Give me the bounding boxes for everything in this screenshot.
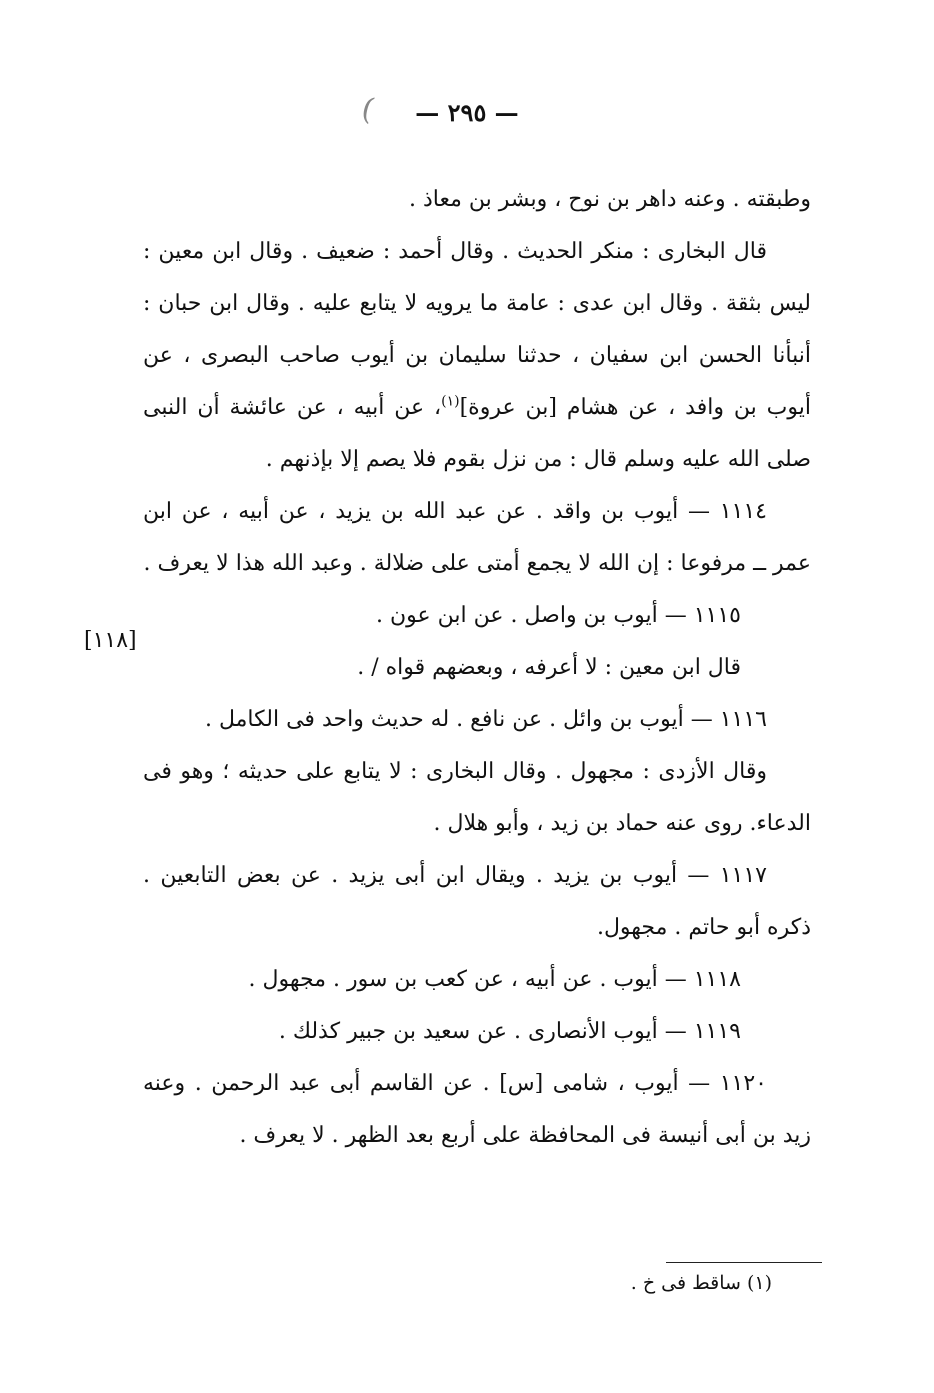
footnote: (١) ساقط فى خ . (630, 1272, 772, 1294)
paragraph-text-cont: ، عن أبيه ، عن عائشة أن النبى صلى الله عليه وسلم قال : من نزل بقوم فلا يصم إلا بإذنهم . (143, 395, 811, 472)
footnote-ref: (١) (441, 393, 460, 410)
entry-1115: ١١١٥ — أيوب بن واصل . عن ابن عون . (376, 603, 741, 628)
entry-1117: ١١١٧ — أيوب بن يزيد . ويقال ابن أبى يزيد . عن بعض التابعين . ذكره أبو حاتم . مجهول. (143, 863, 811, 940)
footnote-divider (666, 1262, 822, 1263)
entry-1118: ١١١٨ — أيوب . عن أبيه ، عن كعب بن سور . مجهول . (248, 967, 741, 992)
paragraph-bukhari-quote (143, 226, 811, 486)
pen-mark: ( (357, 91, 378, 128)
entry-1119: ١١١٩ — أيوب الأنصارى . عن سعيد بن جبير كذلك . (278, 1019, 741, 1044)
entry-1114: ١١١٤ — أيوب بن واقد . عن عبد الله بن يزيد ، عن أبيه ، عن ابن عمر ــ مرفوعا : إن الله لا يجمع أمتى على ضلالة . وعبد الله هذا لا يعرف . (143, 499, 811, 576)
main-text (143, 174, 811, 1162)
entry-1116-note: وقال الأزدى : مجهول . وقال البخارى : لا يتابع على حديثه ؛ وهو فى الدعاء. روى عنه حماد بن زيد ، وأبو هلال . (143, 759, 811, 836)
entry-1116: ١١١٦ — أيوب بن وائل . عن نافع . له حديث واحد فى الكامل . (205, 707, 767, 732)
paragraph-continuation: وطبقته . وعنه داهر بن نوح ، وبشر بن معاذ . (408, 187, 811, 212)
page-number: — ٢٩٥ — (415, 98, 519, 127)
page-marker: [١١٨] (84, 628, 137, 653)
entry-1115-note: قال ابن معين : لا أعرفه ، وبعضهم قواه / . (357, 655, 741, 680)
entry-1120: ١١٢٠ — أيوب ، شامى [س] . عن القاسم أبى عبد الرحمن . وعنه زيد بن أبى أنيسة فى المحافظة على أربع بعد الظهر . لا يعرف . (143, 1071, 811, 1148)
paragraph-text: قال البخارى : منكر الحديث . وقال أحمد : ضعيف . وقال ابن معين : ليس بثقة . وقال ابن عدى : عامة ما يرويه لا يتابع عليه . وقال ابن حبان : أنبأنا الحسن ابن سفيان ، حدثنا سليمان بن أيوب صاحب البصرى ، عن أيوب بن وافد ، عن هشام [بن عروة] (143, 239, 811, 420)
